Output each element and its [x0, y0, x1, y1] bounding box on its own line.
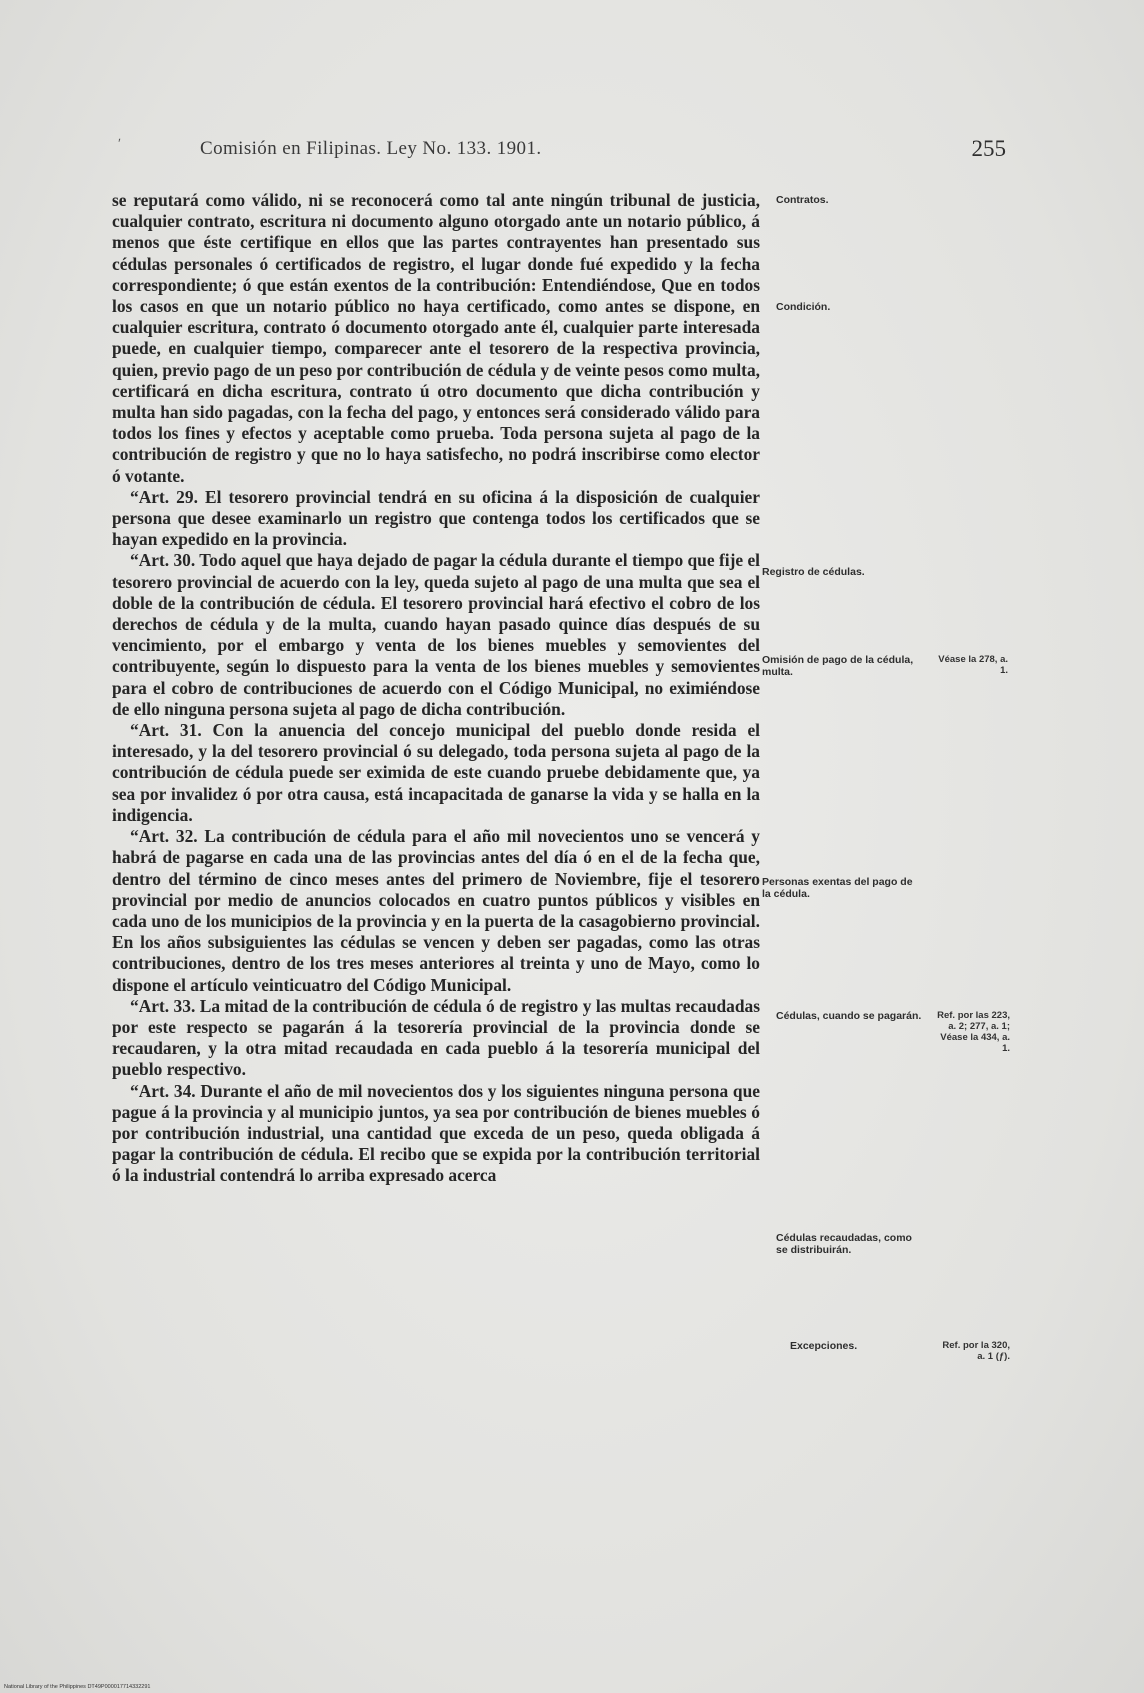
margin-note-personas: Personas exentas del pago de la cédula. [762, 876, 913, 900]
paragraph-art-31: “Art. 31. Con la anuencia del concejo municipal del pueblo donde resida el interesado, y la del tesorero provincial ó su delegado, toda persona sujeta al pago de la contribución de cédula puede ser eximida de este cuando pruebe debidamente que, ya sea por invalidez ó por otra causa, está incapacitada de ganarse la vida y se halla en la indigencia. [112, 720, 760, 825]
footer-watermark: National Library of the Philippines DT49P000017714332291 [4, 1684, 151, 1690]
running-header [200, 138, 1006, 168]
paragraph-art-34: “Art. 34. Durante el año de mil novecientos dos y los siguientes ninguna persona que pague á la provincia y al municipio juntos, ya sea por contribución de bienes muebles ó por contribución industrial, una cantidad que exceda de un peso, queda obligada á pagar la contribución de cédula. El recibo que se expida por la contribución territorial ó la industrial contendrá lo arriba expresado acerca [112, 1080, 760, 1186]
margin-ref-320: Ref. por la 320, a. 1 (ƒ). [942, 1340, 1010, 1362]
ink-speck: ʹ [118, 137, 122, 152]
margin-note-registro: Registro de cédulas. [762, 566, 865, 578]
margin-ref-223: Ref. por las 223, a. 2; 277, a. 1; Véase la 434, a. 1. [937, 1010, 1010, 1054]
margin-note-excepciones: Excepciones. [790, 1340, 858, 1352]
paragraph-continuation: se reputará como válido, ni se reconocerá como tal ante ningún tribunal de justicia, cualquier contrato, escritura ni documento alguno otorgado ante un notario público, á menos que éste certifique en ellos que las partes contrayentes han presentado sus cédulas personales ó certificados de registro, el lugar donde fué expedido y la fecha correspondiente; ó que están exentos de la contribución: Entendiéndose, Que en todos los casos en que un notario público no haya certificado, como antes se dispone, en cualquier escritura, contrato ó documento otorgado ante él, cualquier parte interesada puede, en cualquier tiempo, comparecer ante el tesorero de la respectiva provincia, quien, previo pago de un peso por contribución de cédula y de veinte pesos como multa, certificará en dicha escritura, contrato ú otro documento que dicha contribución y multa han sido pagadas, con la fecha del pago, y entonces será considerado válido para todos los fines y efectos y aceptable como prueba. Toda persona sujeta al pago de la contribución de registro y que no lo haya satisfecho, no podrá inscribirse como elector ó votante. [112, 190, 760, 486]
page-number: 255 [971, 136, 1006, 161]
margin-note-cedulas-cuando: Cédulas, cuando se pagarán. [776, 1010, 922, 1022]
body-text [112, 190, 760, 1187]
margin-note-contratos: Contratos. [776, 194, 829, 206]
paragraph-art-33: “Art. 33. La mitad de la contribución de cédula ó de registro y las multas recaudadas por este respecto se pagarán á la tesorería provincial de la provincia donde se recaudaren, y la otra mitad recaudada en cada pueblo á la tesorería municipal del pueblo respectivo. [112, 995, 760, 1080]
paragraph-art-30: “Art. 30. Todo aquel que haya dejado de pagar la cédula durante el tiempo que fije el tesorero provincial de acuerdo con la ley, queda sujeto al pago de una multa que sea el doble de la contribución de cédula. El tesorero provincial hará efectivo el cobro de los derechos de cédula y de la multa, cuando hayan pasado quince días después de su vencimiento, por el embargo y venta de los bienes muebles y semovientes del contribuyente, según lo dispuesto para la venta de los bienes muebles y semovientes para el cobro de contribuciones de acuerdo con el Código Municipal, no eximiéndose de ello ninguna persona sujeta al pago de dicha contribución. [112, 550, 760, 719]
margin-ref-278: Véase la 278, a. 1. [938, 654, 1008, 676]
margin-note-omision: Omisión de pago de la cédula, multa. [762, 654, 914, 678]
margin-note-cedulas-recaudadas: Cédulas recaudadas, como se distribuirán. [776, 1232, 912, 1256]
margin-note-condicion: Condición. [776, 301, 831, 313]
paragraph-art-29: “Art. 29. El tesorero provincial tendrá en su oficina á la disposición de cualquier persona que desee examinarlo un registro que contenga todos los certificados que se hayan expedido en la provincia. [112, 486, 760, 550]
paragraph-art-32: “Art. 32. La contribución de cédula para el año mil novecientos uno se vencerá y habrá de pagarse en cada una de las provincias antes del día ó en el de la fecha que, dentro del término de cinco meses antes del primero de Noviembre, fije el tesorero provincial por medio de anuncios colocados en cuatro puntos públicos y visibles en cada uno de los municipios de la provincia y en la puerta de la casagobierno provincial. En los años subsiguientes las cédulas se vencen y deben ser pagadas, como las otras contribuciones, dentro de los tres meses anteriores al treinta y uno de Mayo, como lo dispone el artículo veinticuatro del Código Municipal. [112, 826, 760, 995]
header-title: Comisión en Filipinas. Ley No. 133. 1901. [200, 138, 542, 159]
